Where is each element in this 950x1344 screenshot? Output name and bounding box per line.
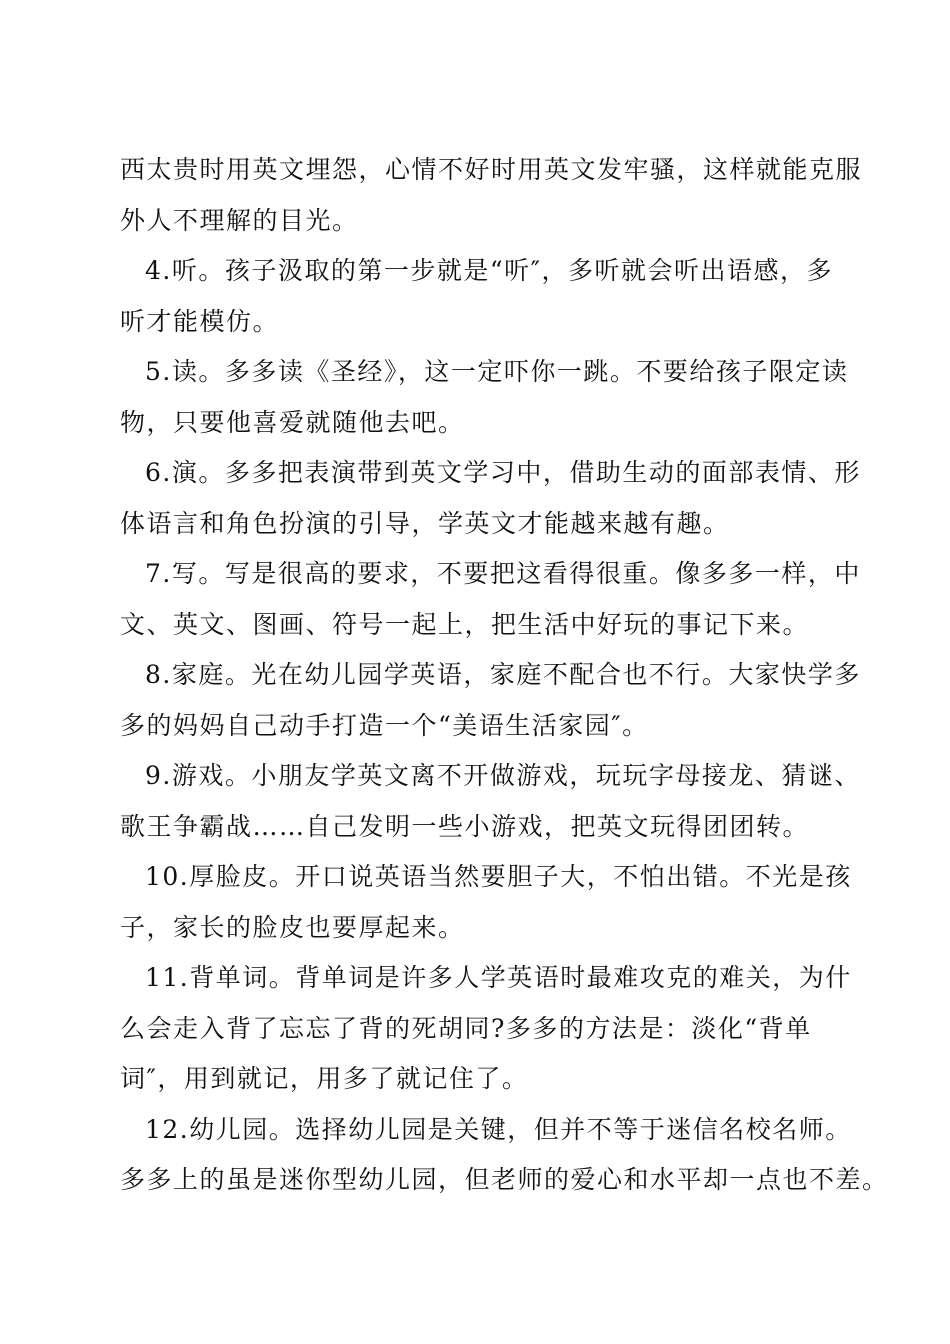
text-line: 体语言和角色扮演的引导，学英文才能越来越有趣。 (120, 508, 730, 538)
document-body (120, 145, 889, 1206)
text-line: 12.幼儿园。选择幼儿园是关键，但并不等于迷信名校名师。 (145, 1114, 852, 1144)
text-line: 歌王争霸战……自己发明一些小游戏，把英文玩得团团转。 (120, 811, 810, 841)
text-line: 10.厚脸皮。开口说英语当然要胆子大，不怕出错。不光是孩 (145, 862, 852, 891)
text-line: 西太贵时用英文埋怨，心情不好时用英文发牢骚，这样就能克服 (120, 155, 863, 184)
text-line: 9.游戏。小朋友学英文离不开做游戏，玩玩字母接龙、猜谜、 (145, 761, 861, 790)
text-line: 物，只要他喜爱就随他去吧。 (120, 407, 465, 437)
text-line: 4.听。孩子汲取的第一步就是“听″，多听就会听出语感，多 (145, 256, 833, 285)
text-line: 8.家庭。光在幼儿园学英语，家庭不配合也不行。大家快学多 (145, 660, 861, 689)
text-line: 文、英文、图画、符号一起上，把生活中好玩的事记下来。 (120, 609, 810, 639)
text-line: 7.写。写是很高的要求，不要把这看得很重。像多多一样，中 (145, 559, 861, 588)
text-line: 么会走入背了忘忘了背的死胡同?多多的方法是：淡化“背单 (120, 1013, 812, 1043)
text-line: 多的妈妈自己动手打造一个“美语生活家园″。 (120, 710, 649, 740)
text-line: 6.演。多多把表演带到英文学习中，借助生动的面部表情、形 (145, 458, 861, 487)
text-line: 多多上的虽是迷你型幼儿园，但老师的爱心和水平却一点也不差。 (120, 1165, 889, 1194)
text-line: 外人不理解的目光。 (120, 205, 359, 235)
text-line: 听才能模仿。 (120, 306, 280, 336)
text-line: 词″，用到就记，用多了就记住了。 (120, 1064, 529, 1093)
text-line: 11.背单词。背单词是许多人学英语时最难攻克的难关，为什 (145, 963, 852, 992)
text-line: 子，家长的脸皮也要厚起来。 (120, 912, 465, 942)
text-line: 5.读。多多读《圣经》，这一定吓你一跳。不要给孩子限定读 (145, 357, 849, 386)
